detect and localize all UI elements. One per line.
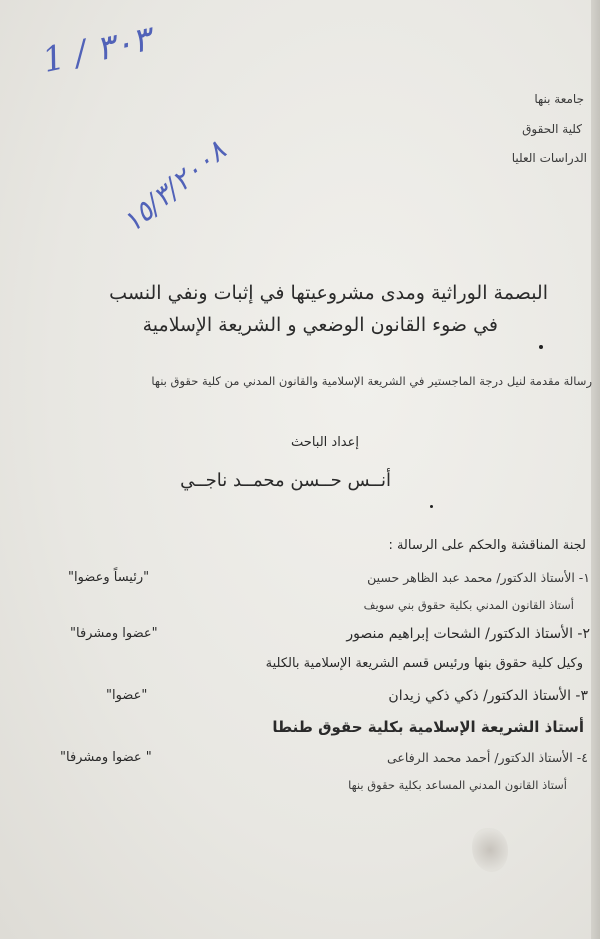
page-edge-shadow [591,0,600,939]
member-3-role: "عضوا" [106,688,148,703]
bullet-dot [539,345,543,349]
stray-dot [430,505,433,508]
paper-stain [472,828,508,872]
member-3-position: أستاذ الشريعة الإسلامية بكلية حقوق طنطا [272,718,584,736]
member-1-position: أستاذ القانون المدني بكلية حقوق بني سويف [363,598,574,612]
handwritten-number: 1 / ٣٠٣ [39,19,155,81]
faculty-name: كلية الحقوق [522,122,582,136]
member-4-name: ٤- الأستاذ الدكتور/ أحمد محمد الرفاعى [387,750,588,765]
handwritten-annotation: ١٥/٣/٢٠٠٨ [115,133,233,240]
member-2-role: "عضوا ومشرفا" [70,626,158,641]
department-name: الدراسات العليا [511,151,587,165]
thesis-title-line-2: في ضوء القانون الوضعي و الشريعة الإسلامية [142,314,498,336]
member-2-name: ٢- الأستاذ الدكتور/ الشحات إبراهيم منصور [346,626,590,642]
member-3-name: ٣- الأستاذ الدكتور/ ذكي ذكي زيدان [388,688,588,704]
author-name: أنــس حــسن محمــد ناجــي [180,470,391,491]
committee-heading: لجنة المناقشة والحكم على الرسالة : [388,538,586,553]
thesis-purpose: رسالة مقدمة لنيل درجة الماجستير في الشريعة الإسلامية والقانون المدني من كلية حقوق بنها [151,374,592,388]
member-1-name: ١- الأستاذ الدكتور/ محمد عبد الظاهر حسين [367,570,590,585]
member-4-role: " عضوا ومشرفا" [60,750,152,765]
author-label: إعداد الباحث [291,435,359,450]
member-4-position: أستاذ القانون المدني المساعد بكلية حقوق بنها [348,778,567,792]
member-2-position: وكيل كلية حقوق بنها ورئيس قسم الشريعة الإسلامية بالكلية [265,656,583,671]
member-1-role: "رئيساً وعضوا" [68,570,150,585]
university-name: جامعة بنها [534,92,584,106]
thesis-title-line-1: البصمة الوراثية ومدى مشروعيتها في إثبات ونفي النسب [109,282,548,304]
